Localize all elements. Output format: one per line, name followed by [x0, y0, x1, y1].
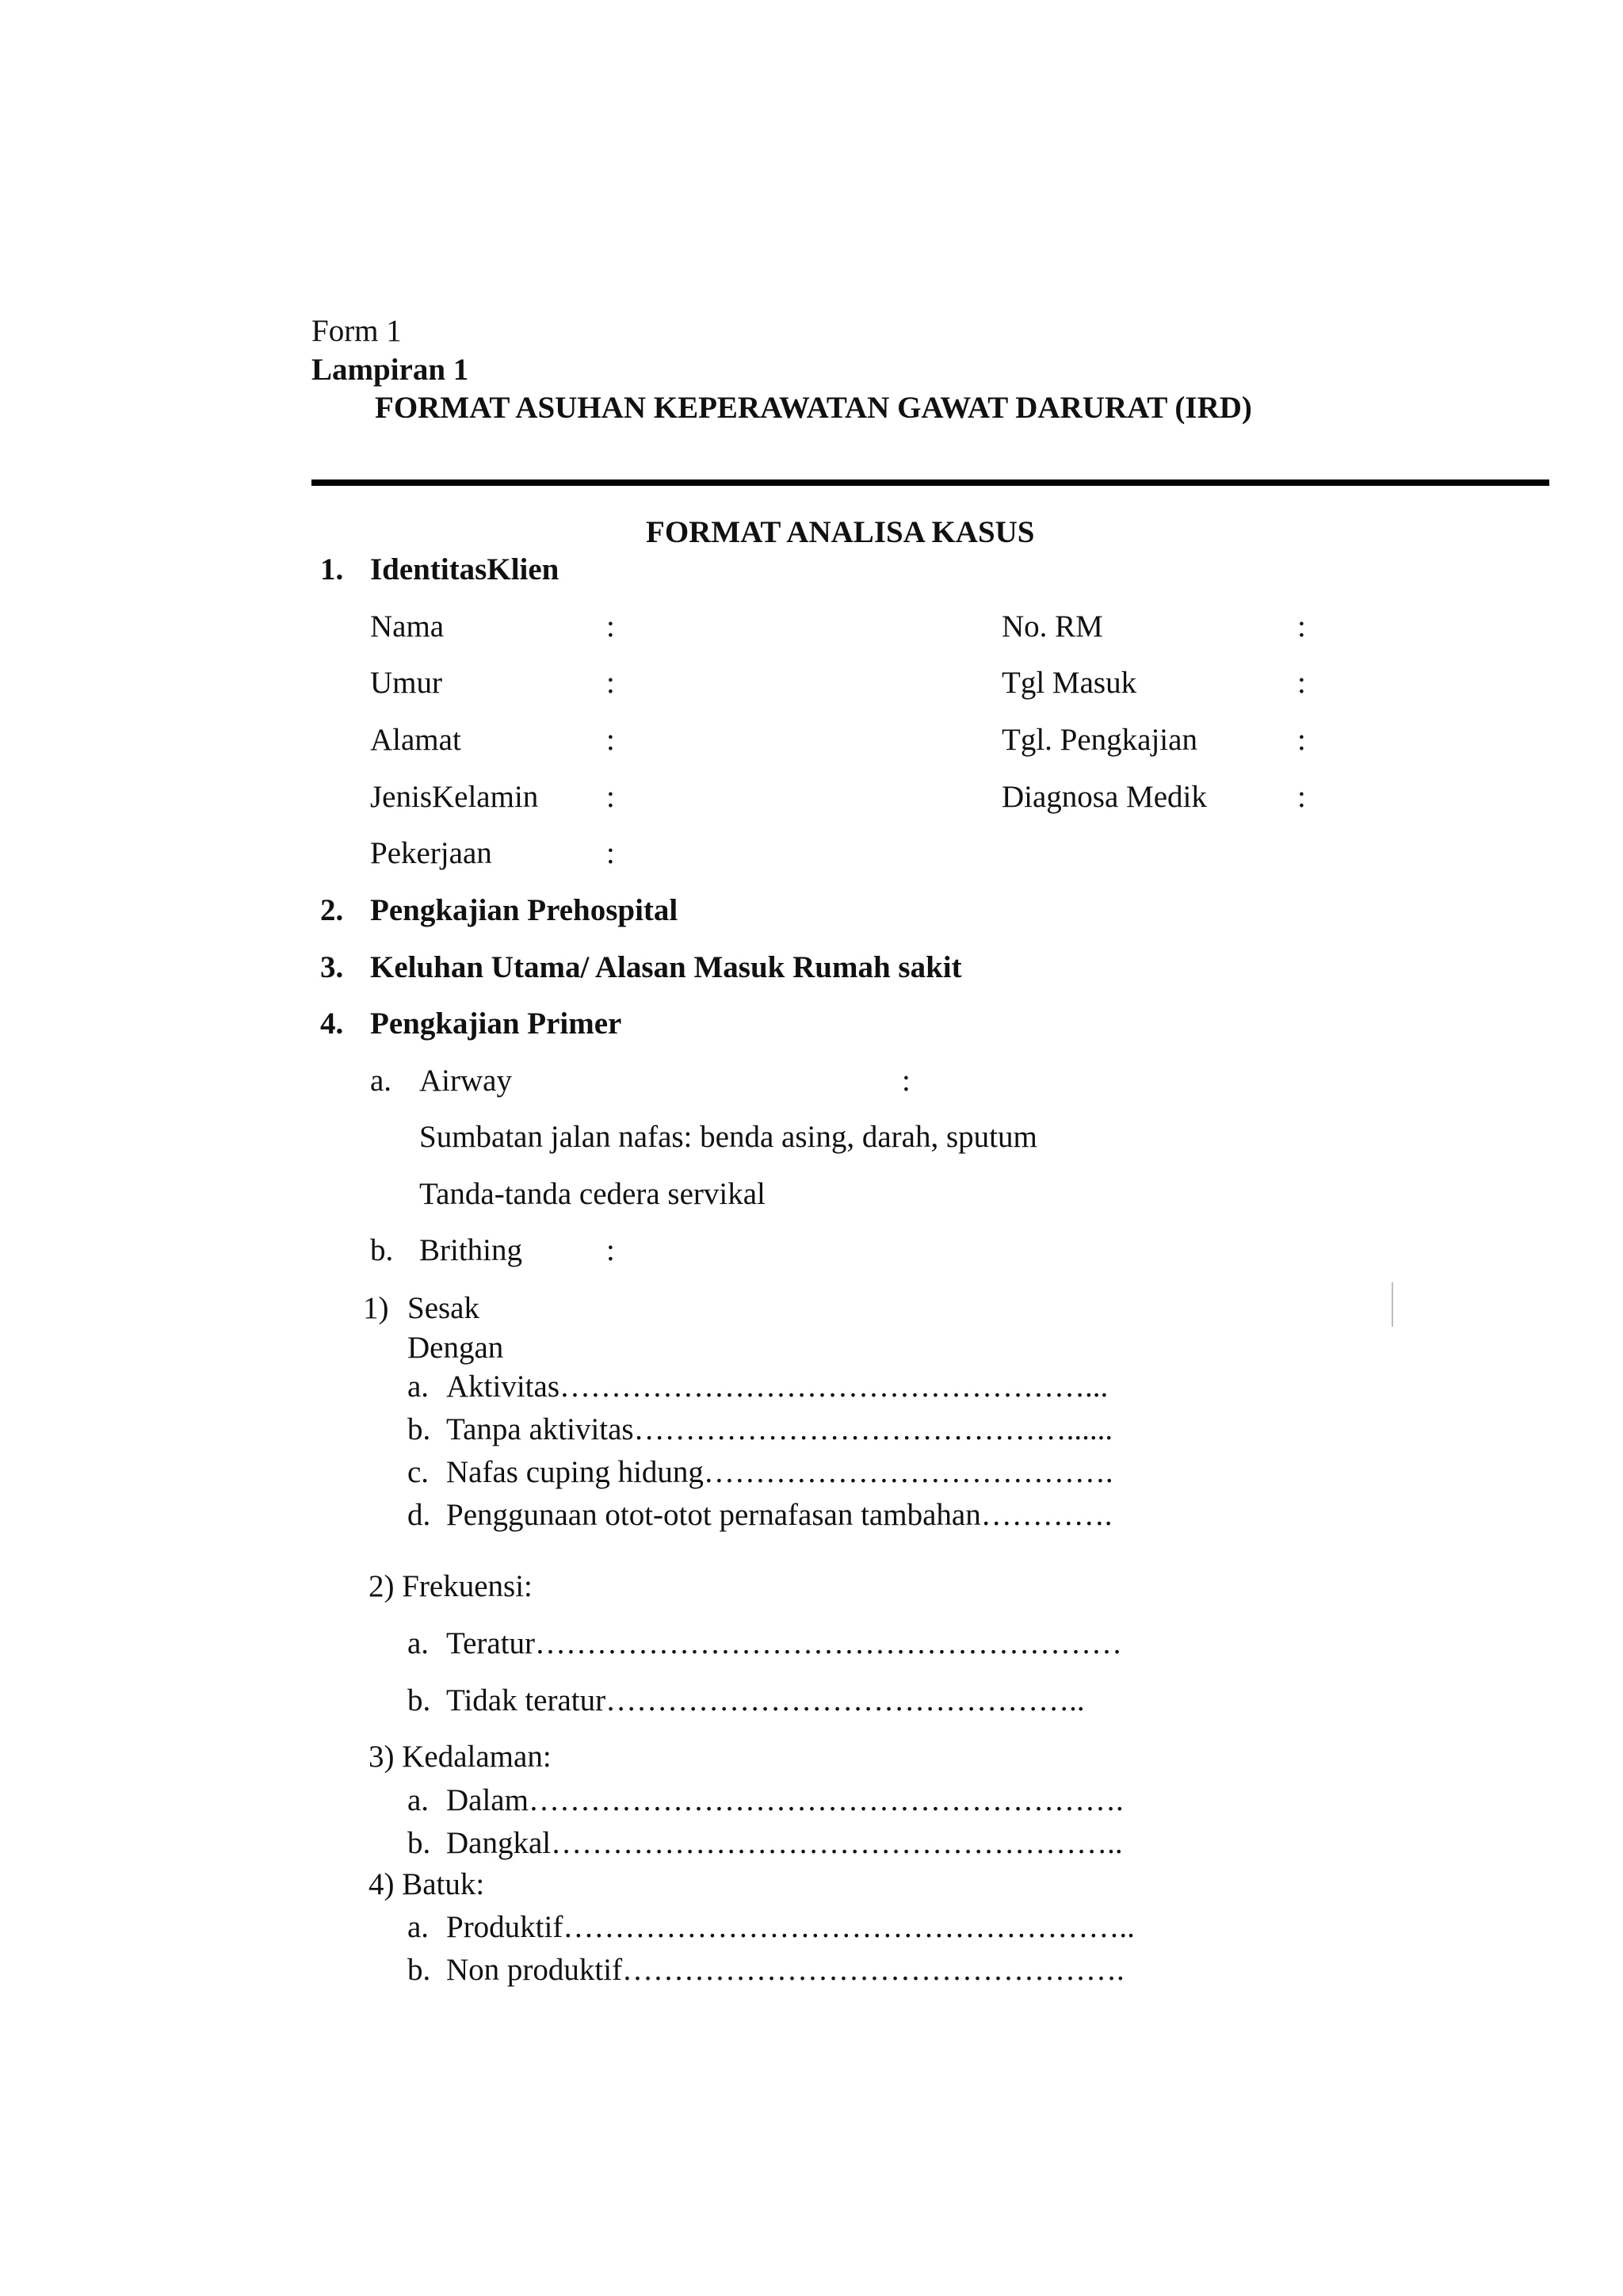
frekuensi-item-marker: b. — [407, 1683, 431, 1717]
frekuensi-item-teratur: Teratur………………………………………………… — [446, 1626, 1123, 1660]
identity-label-jenis-kelamin: JenisKelamin — [370, 780, 539, 814]
sesak-item-marker: a. — [407, 1370, 430, 1404]
sesak-item-marker: c. — [407, 1455, 430, 1489]
identity-label-tgl-pengkajian: Tgl. Pengkajian — [1002, 723, 1197, 757]
identity-colon-no-rm: : — [1297, 609, 1306, 644]
batuk-item-marker: b. — [407, 1953, 431, 1987]
main-title: FORMAT ASUHAN KEPERAWATAN GAWAT DARURAT (IRD) — [375, 391, 1252, 425]
form-label: Form 1 — [311, 314, 402, 348]
sesak-label: Sesak — [407, 1291, 479, 1325]
sesak-item-aktivitas: Aktivitas……………………………………………... — [446, 1370, 1109, 1404]
frekuensi-item-tidak-teratur: Tidak teratur……………………………………….. — [446, 1683, 1085, 1717]
sesak-item-cuping-hidung: Nafas cuping hidung…………………………………. — [446, 1455, 1113, 1489]
section-3-title: Keluhan Utama/ Alasan Masuk Rumah sakit — [370, 950, 962, 984]
kedalaman-item-marker: a. — [407, 1783, 430, 1817]
section-2-title: Pengkajian Prehospital — [370, 893, 678, 927]
identity-colon-diagnosa-medik: : — [1297, 780, 1306, 814]
identity-colon-umur: : — [606, 666, 615, 700]
lampiran-label: Lampiran 1 — [311, 353, 469, 387]
sesak-item-marker: b. — [407, 1412, 431, 1446]
identity-colon-jenis-kelamin: : — [606, 780, 615, 814]
batuk-label: 4) Batuk: — [369, 1867, 485, 1901]
breathing-colon: : — [606, 1233, 615, 1267]
section-1-number: 1. — [320, 552, 344, 586]
airway-colon: : — [902, 1064, 911, 1098]
batuk-item-non-produktif: Non produktif…………………………………………. — [446, 1953, 1125, 1987]
section-4-number: 4. — [320, 1007, 344, 1041]
kedalaman-item-marker: b. — [407, 1826, 431, 1860]
kedalaman-item-dalam: Dalam…………………………………………………. — [446, 1783, 1124, 1817]
identity-colon-nama: : — [606, 609, 615, 644]
breathing-marker: b. — [370, 1233, 394, 1267]
title-divider — [311, 479, 1549, 486]
airway-line-cedera: Tanda-tanda cedera servikal — [419, 1177, 766, 1211]
identity-label-alamat: Alamat — [370, 723, 461, 757]
frekuensi-label: 2) Frekuensi: — [369, 1569, 533, 1603]
identity-label-umur: Umur — [370, 666, 442, 700]
sesak-item-marker: d. — [407, 1498, 431, 1532]
identity-colon-tgl-pengkajian: : — [1297, 723, 1306, 757]
airway-label: Airway — [419, 1064, 512, 1098]
identity-colon-alamat: : — [606, 723, 615, 757]
section-2-number: 2. — [320, 893, 344, 927]
section-1-title: IdentitasKlien — [370, 552, 559, 586]
sesak-item-tanpa-aktivitas: Tanpa aktivitas……………………………………...... — [446, 1412, 1113, 1446]
batuk-item-marker: a. — [407, 1910, 430, 1944]
subtitle: FORMAT ANALISA KASUS — [646, 515, 1035, 549]
identity-colon-pekerjaan: : — [606, 836, 615, 870]
margin-mark — [1392, 1282, 1393, 1327]
sesak-item-otot-tambahan: Penggunaan otot-otot pernafasan tambahan…………. — [446, 1498, 1113, 1532]
sesak-marker: 1) — [363, 1291, 389, 1325]
identity-label-tgl-masuk: Tgl Masuk — [1002, 666, 1137, 700]
frekuensi-item-marker: a. — [407, 1626, 430, 1660]
identity-label-diagnosa-medik: Diagnosa Medik — [1002, 780, 1207, 814]
identity-label-pekerjaan: Pekerjaan — [370, 836, 492, 870]
identity-label-no-rm: No. RM — [1002, 609, 1103, 644]
identity-label-nama: Nama — [370, 609, 445, 644]
kedalaman-item-dangkal: Dangkal……………………………………………….. — [446, 1826, 1123, 1860]
batuk-item-produktif: Produktif……………………………………………….. — [446, 1910, 1135, 1944]
breathing-label: Brithing — [419, 1233, 523, 1267]
identity-colon-tgl-masuk: : — [1297, 666, 1306, 700]
airway-marker: a. — [370, 1064, 392, 1098]
section-4-title: Pengkajian Primer — [370, 1007, 622, 1041]
kedalaman-label: 3) Kedalaman: — [369, 1740, 552, 1774]
airway-line-sumbatan: Sumbatan jalan nafas: benda asing, darah, sputum — [419, 1120, 1037, 1154]
section-3-number: 3. — [320, 950, 344, 984]
sesak-dengan: Dengan — [407, 1331, 504, 1365]
